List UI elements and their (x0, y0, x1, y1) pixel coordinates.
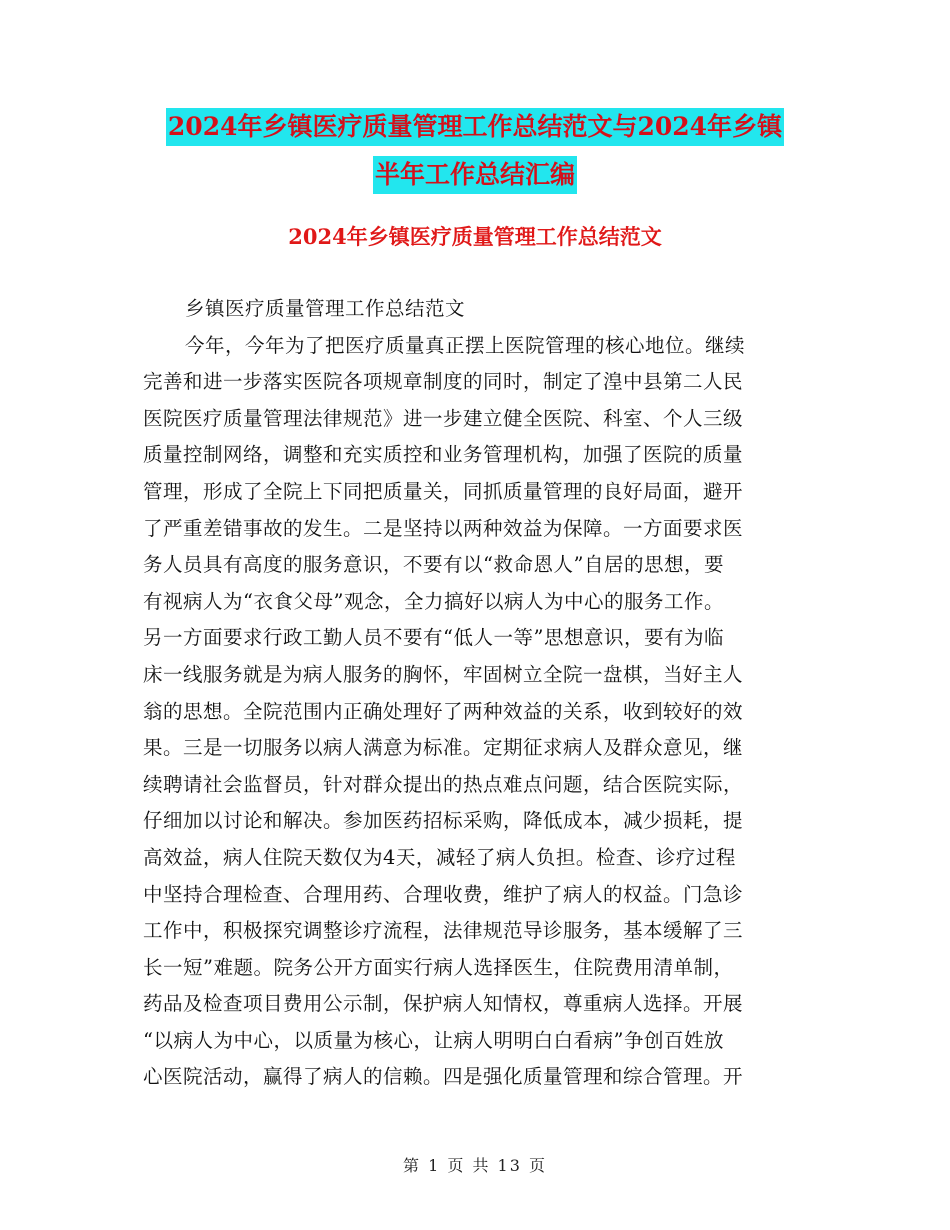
body-line: 另一方面要求行政工勤人员不要有“低人一等”思想意识，要有为临 (143, 626, 724, 650)
body-line: 工作中，积极探究调整诊疗流程，法律规范导诊服务，基本缓解了三 (143, 919, 744, 943)
body-line: 管理，形成了全院上下同把质量关，同抓质量管理的良好局面，避开 (143, 479, 744, 503)
body-line: 了严重差错事故的发生。二是坚持以两种效益为保障。一方面要求医 (143, 516, 744, 540)
body-line: 床一线服务就是为病人服务的胸怀，牢固树立全院一盘棋，当好主人 (143, 662, 744, 686)
body-line: “以病人为中心，以质量为核心，让病人明明白白看病”争创百姓放 (143, 1028, 724, 1052)
body-line: 今年，今年为了把医疗质量真正摆上医院管理的核心地位。继续 (185, 333, 746, 357)
body-line: 心医院活动，赢得了病人的信赖。四是强化质量管理和综合管理。开 (143, 1065, 744, 1089)
body-line: 高效益，病人住院天数仅为4天，减轻了病人负担。检查、诊疗过程 (143, 845, 736, 869)
title-line-1: 2024年乡镇医疗质量管理工作总结范文与2024年乡镇 (166, 108, 784, 146)
body-line: 续聘请社会监督员，针对群众提出的热点难点问题，结合医院实际， (143, 772, 744, 796)
body-line: 完善和进一步落实医院各项规章制度的同时，制定了湟中县第二人民 (143, 370, 744, 394)
section-title: 2024年乡镇医疗质量管理工作总结范文 (288, 224, 662, 249)
body-line: 中坚持合理检查、合理用药、合理收费，维护了病人的权益。门急诊 (143, 882, 744, 906)
body-line: 仔细加以讨论和解决。参加医药招标采购，降低成本，减少损耗，提 (143, 809, 744, 833)
document-title (0, 108, 950, 194)
body-line: 长一短”难题。院务公开方面实行病人选择医生，住院费用清单制， (143, 955, 734, 979)
body-line: 有视病人为“衣食父母”观念，全力搞好以病人为中心的服务工作。 (143, 589, 724, 613)
page-footer: 第 1 页 共 13 页 (403, 1156, 547, 1175)
body-line: 质量控制网络，调整和充实质控和业务管理机构，加强了医院的质量 (143, 443, 744, 467)
body-text (143, 291, 803, 1096)
body-line: 务人员具有高度的服务意识，不要有以“救命恩人”自居的思想，要 (143, 553, 724, 577)
body-line: 药品及检查项目费用公示制，保护病人知情权，尊重病人选择。开展 (143, 992, 744, 1016)
paragraph-heading: 乡镇医疗质量管理工作总结范文 (185, 297, 466, 320)
title-line-2: 半年工作总结汇编 (373, 156, 577, 194)
body-line: 翁的思想。全院范围内正确处理好了两种效益的关系，收到较好的效 (143, 699, 744, 723)
body-line: 果。三是一切服务以病人满意为标准。定期征求病人及群众意见，继 (143, 736, 744, 760)
body-line: 医院医疗质量管理法律规范》进一步建立健全医院、科室、个人三级 (143, 406, 744, 430)
